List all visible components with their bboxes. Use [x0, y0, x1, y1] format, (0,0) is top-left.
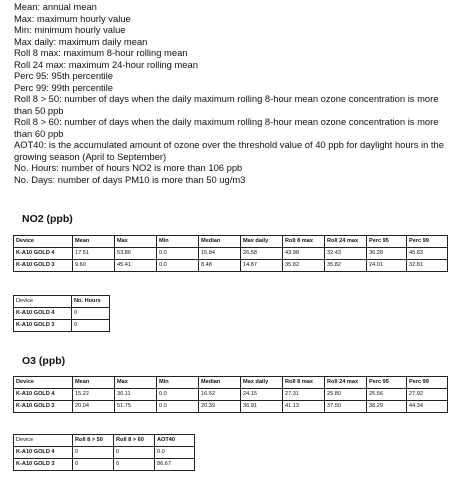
column-header: Perc 95 [367, 377, 407, 389]
table-cell: 36.91 [241, 401, 283, 413]
column-header: Median [199, 377, 241, 389]
table-cell: 0.0 [157, 401, 199, 413]
column-header: Min [157, 236, 199, 248]
definition-mean: Mean: annual mean [14, 1, 97, 12]
o3-section-title: O3 (ppb) [22, 355, 66, 367]
definition-roll-8-max: Roll 8 max: maximum 8-hour rolling mean [14, 47, 188, 58]
column-header: Roll 24 max [325, 236, 367, 248]
table-row [14, 401, 448, 413]
table-cell: 45.83 [407, 248, 448, 260]
column-header: Perc 99 [407, 377, 448, 389]
table-cell: 43.98 [283, 248, 325, 260]
definition-roll-8-60: Roll 8 > 60: number of days when the daily maximum rolling 8-hour mean ozone concentration is more than 60 ppb [14, 116, 439, 139]
table-cell: 17.51 [73, 248, 115, 260]
no2-stats-table [13, 235, 448, 272]
definition-perc-99: Perc 99: 99th percentile [14, 81, 114, 93]
table-cell: 0.0 [157, 260, 199, 272]
table-cell: K-A10 GOLD 3 [14, 320, 72, 332]
table-cell: 38.29 [367, 401, 407, 413]
table-cell: 20.39 [199, 401, 241, 413]
table-cell: 0.0 [157, 248, 199, 260]
definition-no-days: No. Days: number of days PM10 is more than 50 ug/m3 [14, 173, 246, 185]
o3-stats-table [13, 376, 448, 413]
column-header: Device [14, 296, 72, 308]
table-cell: 0 [73, 447, 114, 459]
table-row [14, 320, 110, 332]
table-header-row [14, 377, 448, 389]
table-header-row [14, 236, 448, 248]
table-cell: 32.43 [325, 248, 367, 260]
table-cell: 30.11 [115, 389, 157, 401]
column-header: Max [115, 236, 157, 248]
table-cell: 15.22 [73, 389, 115, 401]
table-cell: 27.31 [283, 389, 325, 401]
column-header: Max daily [241, 236, 283, 248]
table-cell: K-A10 GOLD 4 [14, 308, 72, 320]
table-cell: 35.82 [325, 260, 367, 272]
table-cell: 0.0 [155, 447, 195, 459]
table-cell: 35.82 [283, 260, 325, 272]
table-cell: 25.80 [325, 389, 367, 401]
definition-max: Max: maximum hourly value [14, 12, 131, 24]
column-header: Perc 95 [367, 236, 407, 248]
definition-roll-24-max: Roll 24 max: maximum 24-hour rolling mean [14, 58, 198, 70]
table-cell: 15.84 [199, 248, 241, 260]
table-cell: 86.67 [155, 459, 195, 471]
definition-max-daily: Max daily: maximum daily mean [14, 35, 148, 47]
table-row [14, 459, 195, 471]
table-cell: 20.04 [73, 401, 115, 413]
column-header: Roll 8 max [283, 377, 325, 389]
table-cell: 0 [72, 320, 110, 332]
table-cell: 32.81 [407, 260, 448, 272]
table-cell: 9.60 [73, 260, 115, 272]
table-cell: 0 [72, 308, 110, 320]
no2-section-title: NO2 (ppb) [22, 213, 73, 225]
table-cell: K-A10 GOLD 3 [14, 260, 73, 272]
definition-no-hours: No. Hours: number of hours NO2 is more than 106 ppb [14, 162, 243, 173]
column-header: Min [157, 377, 199, 389]
table-cell: K-A10 GOLD 4 [14, 447, 73, 459]
column-header: Roll 8 > 60 [114, 435, 155, 447]
o3-rolling-table [13, 434, 195, 471]
table-row [14, 447, 195, 459]
table-cell: 26.58 [241, 248, 283, 260]
table-cell: 8.48 [199, 260, 241, 272]
table-cell: K-A10 GOLD 4 [14, 389, 73, 401]
table-cell: K-A10 GOLD 3 [14, 401, 73, 413]
table-row [14, 308, 110, 320]
table-header-row [14, 435, 195, 447]
table-cell: 51.75 [115, 401, 157, 413]
table-cell: 14.87 [241, 260, 283, 272]
no2-hours-table [13, 295, 110, 332]
table-cell: 41.13 [283, 401, 325, 413]
column-header: AOT40 [155, 435, 195, 447]
definition-aot40: AOT40: is the accumulated amount of ozone over the threshold value of 40 ppb for daylight hours in the growing season (April to September) [14, 139, 444, 162]
definition-roll-8-50: Roll 8 > 50: number of days when the daily maximum rolling 8-hour mean ozone concentration is more than 50 ppb [14, 93, 439, 116]
table-cell: 0 [114, 459, 155, 471]
table-row [14, 389, 448, 401]
column-header: Roll 24 max [325, 377, 367, 389]
table-cell: 45.41 [115, 260, 157, 272]
column-header: Roll 8 > 50 [73, 435, 114, 447]
table-cell: 0.0 [157, 389, 199, 401]
table-cell: 44.34 [407, 401, 448, 413]
definitions-list [14, 1, 446, 185]
column-header: Device [14, 435, 73, 447]
definition-perc-95: Perc 95: 95th percentile [14, 70, 114, 81]
table-cell: 24.15 [241, 389, 283, 401]
table-cell: 37.50 [325, 401, 367, 413]
column-header: Device [14, 236, 73, 248]
table-cell: 24.01 [367, 260, 407, 272]
column-header: Max [115, 377, 157, 389]
table-cell: K-A10 GOLD 4 [14, 248, 73, 260]
table-cell: 53.86 [115, 248, 157, 260]
column-header: Roll 8 max [283, 236, 325, 248]
column-header: Mean [73, 377, 115, 389]
table-cell: 25.56 [367, 389, 407, 401]
column-header: Max daily [241, 377, 283, 389]
table-cell: K-A10 GOLD 3 [14, 459, 73, 471]
column-header: No. Hours [72, 296, 110, 308]
definition-min: Min: minimum hourly value [14, 24, 126, 35]
table-header-row [14, 296, 110, 308]
table-cell: 16.52 [199, 389, 241, 401]
table-cell: 27.92 [407, 389, 448, 401]
table-cell: 0 [73, 459, 114, 471]
table-row [14, 248, 448, 260]
table-row [14, 260, 448, 272]
table-cell: 36.28 [367, 248, 407, 260]
column-header: Device [14, 377, 73, 389]
column-header: Mean [73, 236, 115, 248]
column-header: Perc 99 [407, 236, 448, 248]
column-header: Median [199, 236, 241, 248]
table-cell: 0 [114, 447, 155, 459]
